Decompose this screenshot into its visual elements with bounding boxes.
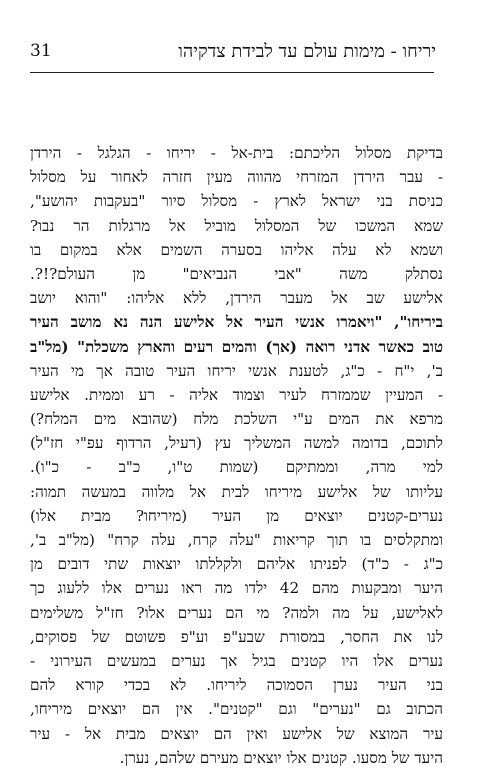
body-line: אלישע שב אל מעבר הירדן, ללא אליהו: "והוא יושב (30, 289, 443, 308)
body-line: מרפא את המים ע"י השלכת מלח (שהובא מים המלח?) (30, 410, 443, 429)
body-line: היעד של מסעו. קטנים אלו יוצאים מעירם שלהם, נערן. (119, 748, 443, 767)
body-line: לנו את החסר, במסורת שבע"פ וע"פ פשוטם של פסוקים, (30, 627, 443, 646)
page-number: 31 (30, 41, 52, 61)
body-line: נערים אלו היו קטנים בגיל אך נערים במעשים העירוני - (30, 651, 443, 670)
body-line: נערים-קטנים יוצאים מן העיר (מיריחו? מבית אלו) (30, 506, 443, 525)
body-line: ושמא לא עלה אליהו בסערה השמים אלא במקום בו (30, 240, 443, 259)
body-line: בדיקת מסלול הליכתם: בית-אל - יריחו - הגלגל - הירדן (30, 144, 443, 162)
body-line: הכתוב גם "נערים" וגם "קטנים". אין הם יוצאים מיריחו, (30, 700, 443, 719)
body-line: כניסת בני ישראל לארץ - מסלול סיור "בעקבות יהושע", (30, 192, 443, 211)
body-text (30, 141, 443, 770)
header-rule (30, 72, 434, 73)
body-line: - עבר הירדן המזרחי מהווה מעין חזרה לאחור על מסלול (30, 168, 443, 187)
body-line: שמא המשכו של המסלול מוביל אל מרגלות הר נבו? (30, 216, 443, 235)
body-line: נסתלק משה "אבי הנביאים" מן העולם?!?. (30, 264, 443, 283)
body-line: בני העיר נערן הסמוכה ליריחו. לא בכדי קורא להם (30, 676, 443, 695)
running-head: יריחו - מימות עולם עד לבידת צדקיהו (178, 40, 436, 62)
body-line: - המעיין שממזרח לעיר וצמוד אליה - רע וממית. אלישע (30, 385, 443, 404)
body-line: עליותו של אלישע מיריחו לבית אל מלווה במעשה תמוה: (30, 482, 443, 501)
body-line: לתוכם, בדומה למשה המשליך עץ (רעיל, הרדוף עפ"י חז"ל) (30, 434, 443, 453)
body-line: ומתקלסים בו תוך קריאות "עלה קרח, עלה קרח" (מל"ב ב', (30, 531, 443, 549)
body-line: ב', י"ח - כ"ג, לטענת אנשי יריחו העיר טובה אך מי העיר (30, 361, 443, 380)
body-line: לאלישע, על מה ולמה? מי הם נערים אלו? חז"ל משלימים (30, 603, 443, 622)
body-line: ביריחו", "ויאמרו אנשי העיר אל אלישע הנה נא מושב העיר (30, 313, 443, 332)
body-line: טוב כאשר אדני רואה (אך) והמים רעים והארץ משכלת" (מל"ב (30, 337, 443, 356)
body-line: עיר המוצא של אלישע ואין הם יוצאים מבית אל - עיר (30, 724, 443, 743)
body-line: למי מרה, וממתיקם (שמות ט"ו, כ"ב - כ"ו). (30, 458, 443, 477)
body-line: כ"ג - כ"ד) לפניתו אליהם ולקללתו יוצאות שתי דובים מן (30, 555, 443, 574)
body-line: היער ומבקעות מהם 42 ילדו מה ראו נערים אלו ללעוג כך (30, 579, 443, 598)
page-header (26, 38, 436, 64)
